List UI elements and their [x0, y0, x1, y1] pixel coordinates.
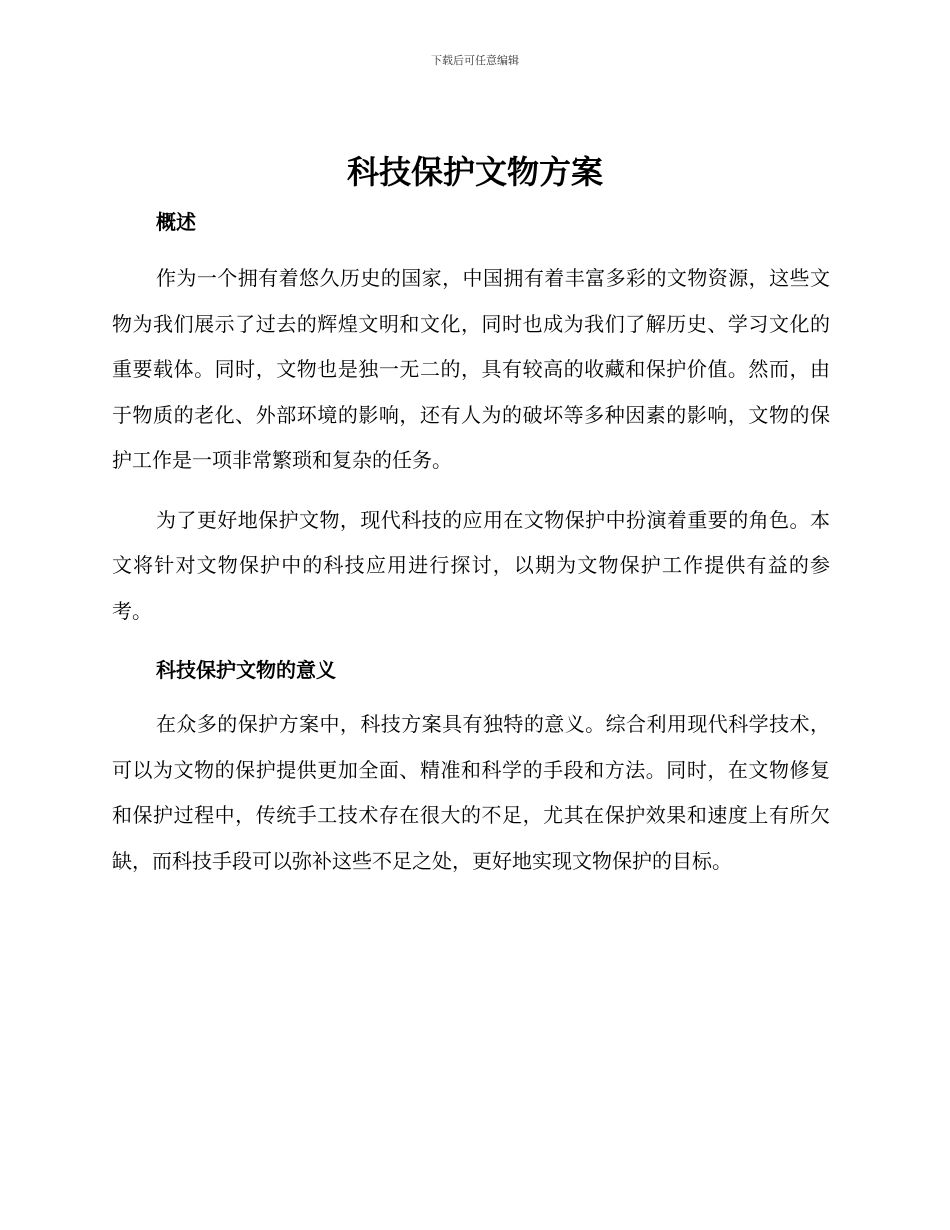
section-heading-significance: 科技保护文物的意义 [156, 658, 336, 682]
page-header: 下载后可任意编辑 [431, 54, 519, 67]
paragraph: 在众多的保护方案中，科技方案具有独特的意义。综合利用现代科学技术，可以为文物的保护提供更加全面、精准和科学的手段和方法。同时，在文物修复和保护过程中，传统手工技术存在很大的不足，尤其在保护效果和速度上有所欠缺，而科技手段可以弥补这些不足之处，更好地实现文物保护的目标。 [112, 712, 830, 873]
document-body [112, 200, 830, 884]
section-heading-overview: 概述 [156, 210, 196, 234]
document-title: 科技保护文物方案 [346, 153, 603, 191]
paragraph: 为了更好地保护文物，现代科技的应用在文物保护中扮演着重要的角色。本文将针对文物保护中的科技应用进行探讨，以期为文物保护工作提供有益的参考。 [112, 507, 830, 623]
paragraph: 作为一个拥有着悠久历史的国家，中国拥有着丰富多彩的文物资源，这些文物为我们展示了过去的辉煌文明和文化，同时也成为我们了解历史、学习文化的重要载体。同时，文物也是独一无二的，具有较高的收藏和保护价值。然而，由于物质的老化、外部环境的影响，还有人为的破坏等多种因素的影响，文物的保护工作是一项非常繁琐和复杂的任务。 [112, 266, 830, 472]
